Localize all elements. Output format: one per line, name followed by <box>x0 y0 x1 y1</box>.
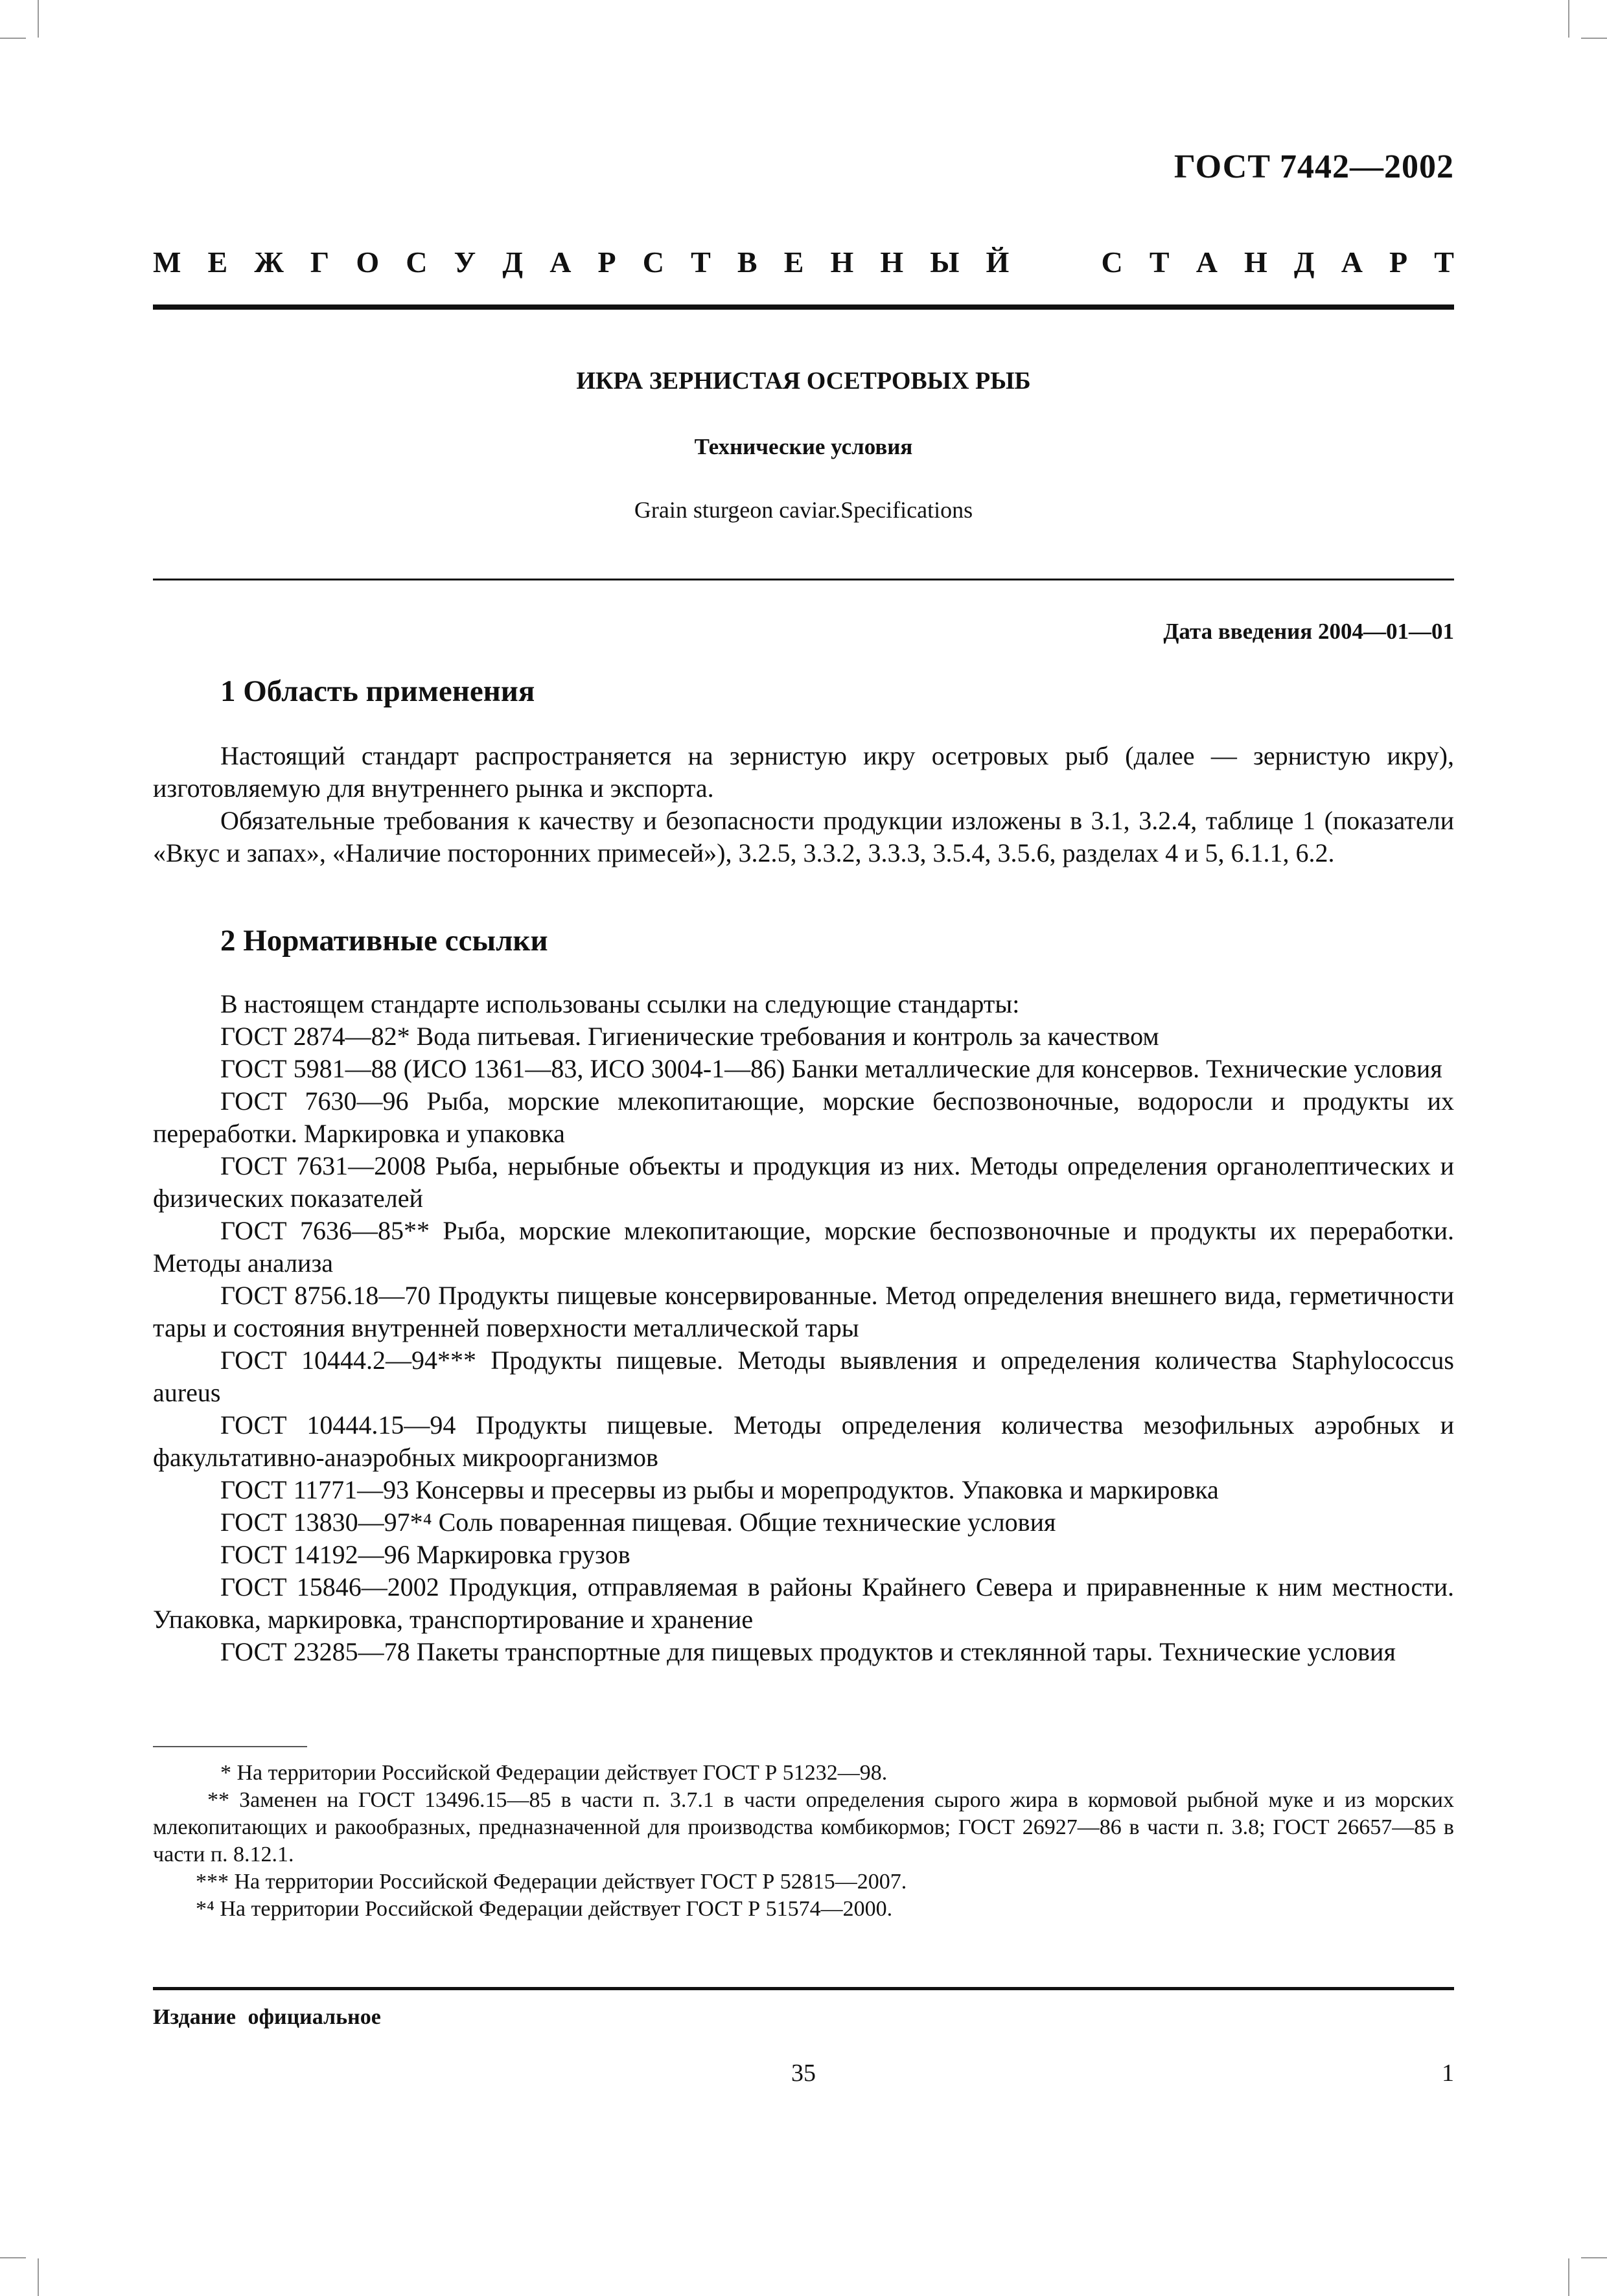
reference-item: ГОСТ 23285—78 Пакеты транспортные для пищевых продуктов и стеклянной тары. Технические условия <box>220 1637 1396 1666</box>
page-number-collection: 35 <box>791 2060 816 2087</box>
crop-mark-bottom-right <box>1568 2258 1569 2296</box>
crop-mark-top-right-h <box>1581 38 1607 39</box>
footnote: ** Заменен на ГОСТ 13496.15—85 в части п. 3.7.1 в части определения сырого жира в кормовой рыбной муке и из морских млекопитающих и ракообразных, предназначенной для производства комбикормов; ГОСТ 26927—86 в части п. 3.8; ГОСТ 26657—85 в части п. 8.12.1. <box>153 1788 1454 1866</box>
crop-mark-top-left <box>38 0 39 38</box>
category-letter: Г <box>310 246 330 279</box>
reference-item: ГОСТ 8756.18—70 Продукты пищевые консервированные. Метод определения внешнего вида, герметичности тары и состояния внутренней поверхности металлической тары <box>153 1281 1454 1342</box>
footnote: *** На территории Российской Федерации действует ГОСТ Р 52815—2007. <box>196 1870 907 1894</box>
title-rule <box>153 579 1454 580</box>
category-letter: Р <box>1389 246 1408 279</box>
reference-item: ГОСТ 7630—96 Рыба, морские млекопитающие, морские беспозвоночные, водоросли и продукты их переработки. Маркировка и упаковка <box>153 1086 1454 1148</box>
reference-item: ГОСТ 10444.15—94 Продукты пищевые. Методы определения количества мезофильных аэробных и факультативно-анаэробных микроорганизмов <box>153 1410 1454 1472</box>
category-letter: Т <box>1149 246 1170 279</box>
reference-item: ГОСТ 10444.2—94*** Продукты пищевые. Методы выявления и определения количества Staphylococcus aureus <box>153 1346 1454 1407</box>
category-word-gap <box>1035 245 1074 279</box>
category-letter: М <box>153 246 181 279</box>
crop-mark-bottom-left <box>38 2258 39 2296</box>
footnote: *⁴ На территории Российской Федерации действует ГОСТ Р 51574—2000. <box>196 1897 893 1921</box>
reference-item: ГОСТ 7636—85** Рыба, морские млекопитающие, морские беспозвоночные и продукты их переработки. Методы анализа <box>153 1216 1454 1278</box>
reference-item: ГОСТ 15846—2002 Продукция, отправляемая в районы Крайнего Севера и приравненные к ним местности. Упаковка, маркировка, транспортирование и хранение <box>153 1572 1454 1634</box>
edition-label: Издание официальное <box>153 2005 381 2029</box>
category-letter: У <box>454 246 476 279</box>
reference-item: ГОСТ 2874—82* Вода питьевая. Гигиенические требования и контроль за качеством <box>220 1022 1159 1051</box>
category-letter: Р <box>597 246 616 279</box>
category-letter: С <box>1101 246 1123 279</box>
category-letter: В <box>737 246 757 279</box>
section-1-heading: 1 Область применения <box>220 674 535 708</box>
category-letter: С <box>406 246 428 279</box>
header-rule <box>153 304 1454 310</box>
category-letter: Н <box>880 246 904 279</box>
reference-item: ГОСТ 14192—96 Маркировка грузов <box>220 1540 630 1569</box>
category-letter: Н <box>830 246 854 279</box>
document-subtitle: Технические условия <box>694 434 913 459</box>
footnote-separator <box>153 1746 307 1747</box>
category-letter: О <box>356 246 380 279</box>
reference-item: ГОСТ 13830—97*⁴ Соль поваренная пищевая. Общие технические условия <box>220 1508 1056 1537</box>
footnotes <box>153 1760 1454 1923</box>
document-title: ИКРА ЗЕРНИСТАЯ ОСЕТРОВЫХ РЫБ <box>576 367 1031 395</box>
crop-mark-bottom-left-h <box>0 2257 26 2258</box>
category-letter: Т <box>691 246 711 279</box>
crop-mark-bottom-right-h <box>1581 2257 1607 2258</box>
paragraph: Настоящий стандарт распространяется на зернистую икру осетровых рыб (далее — зернистую икру), изготовляемую для внутреннего рынка и экспорта. <box>153 741 1454 803</box>
category-letter: Ы <box>930 246 960 279</box>
category-letter: Д <box>1293 246 1315 279</box>
paragraph: В настоящем стандарте использованы ссылки на следующие стандарты: <box>220 989 1020 1018</box>
reference-item: ГОСТ 11771—93 Консервы и пресервы из рыбы и морепродуктов. Упаковка и маркировка <box>220 1475 1219 1504</box>
document-code: ГОСТ 7442—2002 <box>1173 148 1454 185</box>
category-letter: А <box>1196 246 1218 279</box>
category-letter: Ж <box>254 246 284 279</box>
crop-mark-top-left-h <box>0 38 26 39</box>
reference-item: ГОСТ 7631—2008 Рыба, нерыбные объекты и продукция из них. Методы определения органолептических и физических показателей <box>153 1151 1454 1213</box>
category-letter: Д <box>502 246 524 279</box>
category-letter: А <box>549 246 572 279</box>
footer-rule <box>153 1987 1454 1990</box>
category-letter: Е <box>783 246 804 279</box>
footnote: * На территории Российской Федерации действует ГОСТ Р 51232—98. <box>220 1761 888 1785</box>
category-letter: Н <box>1244 246 1267 279</box>
reference-item: ГОСТ 5981—88 (ИСО 1361—83, ИСО 3004-1—86) Банки металлические для консервов. Технические условия <box>220 1054 1442 1083</box>
paragraph: Обязательные требования к качеству и безопасности продукции изложены в 3.1, 3.2.4, таблице 1 (показатели «Вкус и запах», «Наличие посторонних примесей»), 3.2.5, 3.3.2, 3.3.3, 3.5.4, 3.5.6, разделах 4 и 5, 6.1.1, 6.2. <box>153 806 1454 867</box>
section-2-heading: 2 Нормативные ссылки <box>220 924 548 958</box>
standard-category <box>153 245 1454 279</box>
section-2-body <box>153 988 1454 1668</box>
category-letter: Е <box>207 246 228 279</box>
category-letter: С <box>642 246 664 279</box>
document-title-english: Grain sturgeon caviar.Specifications <box>634 497 973 523</box>
section-1-body <box>153 740 1454 869</box>
introduction-date: Дата введения 2004—01—01 <box>1163 619 1454 644</box>
crop-mark-top-right <box>1568 0 1569 38</box>
category-letter: Й <box>986 246 1010 279</box>
category-letter: Т <box>1434 246 1454 279</box>
page-number: 1 <box>1442 2060 1454 2087</box>
category-letter: А <box>1341 246 1363 279</box>
